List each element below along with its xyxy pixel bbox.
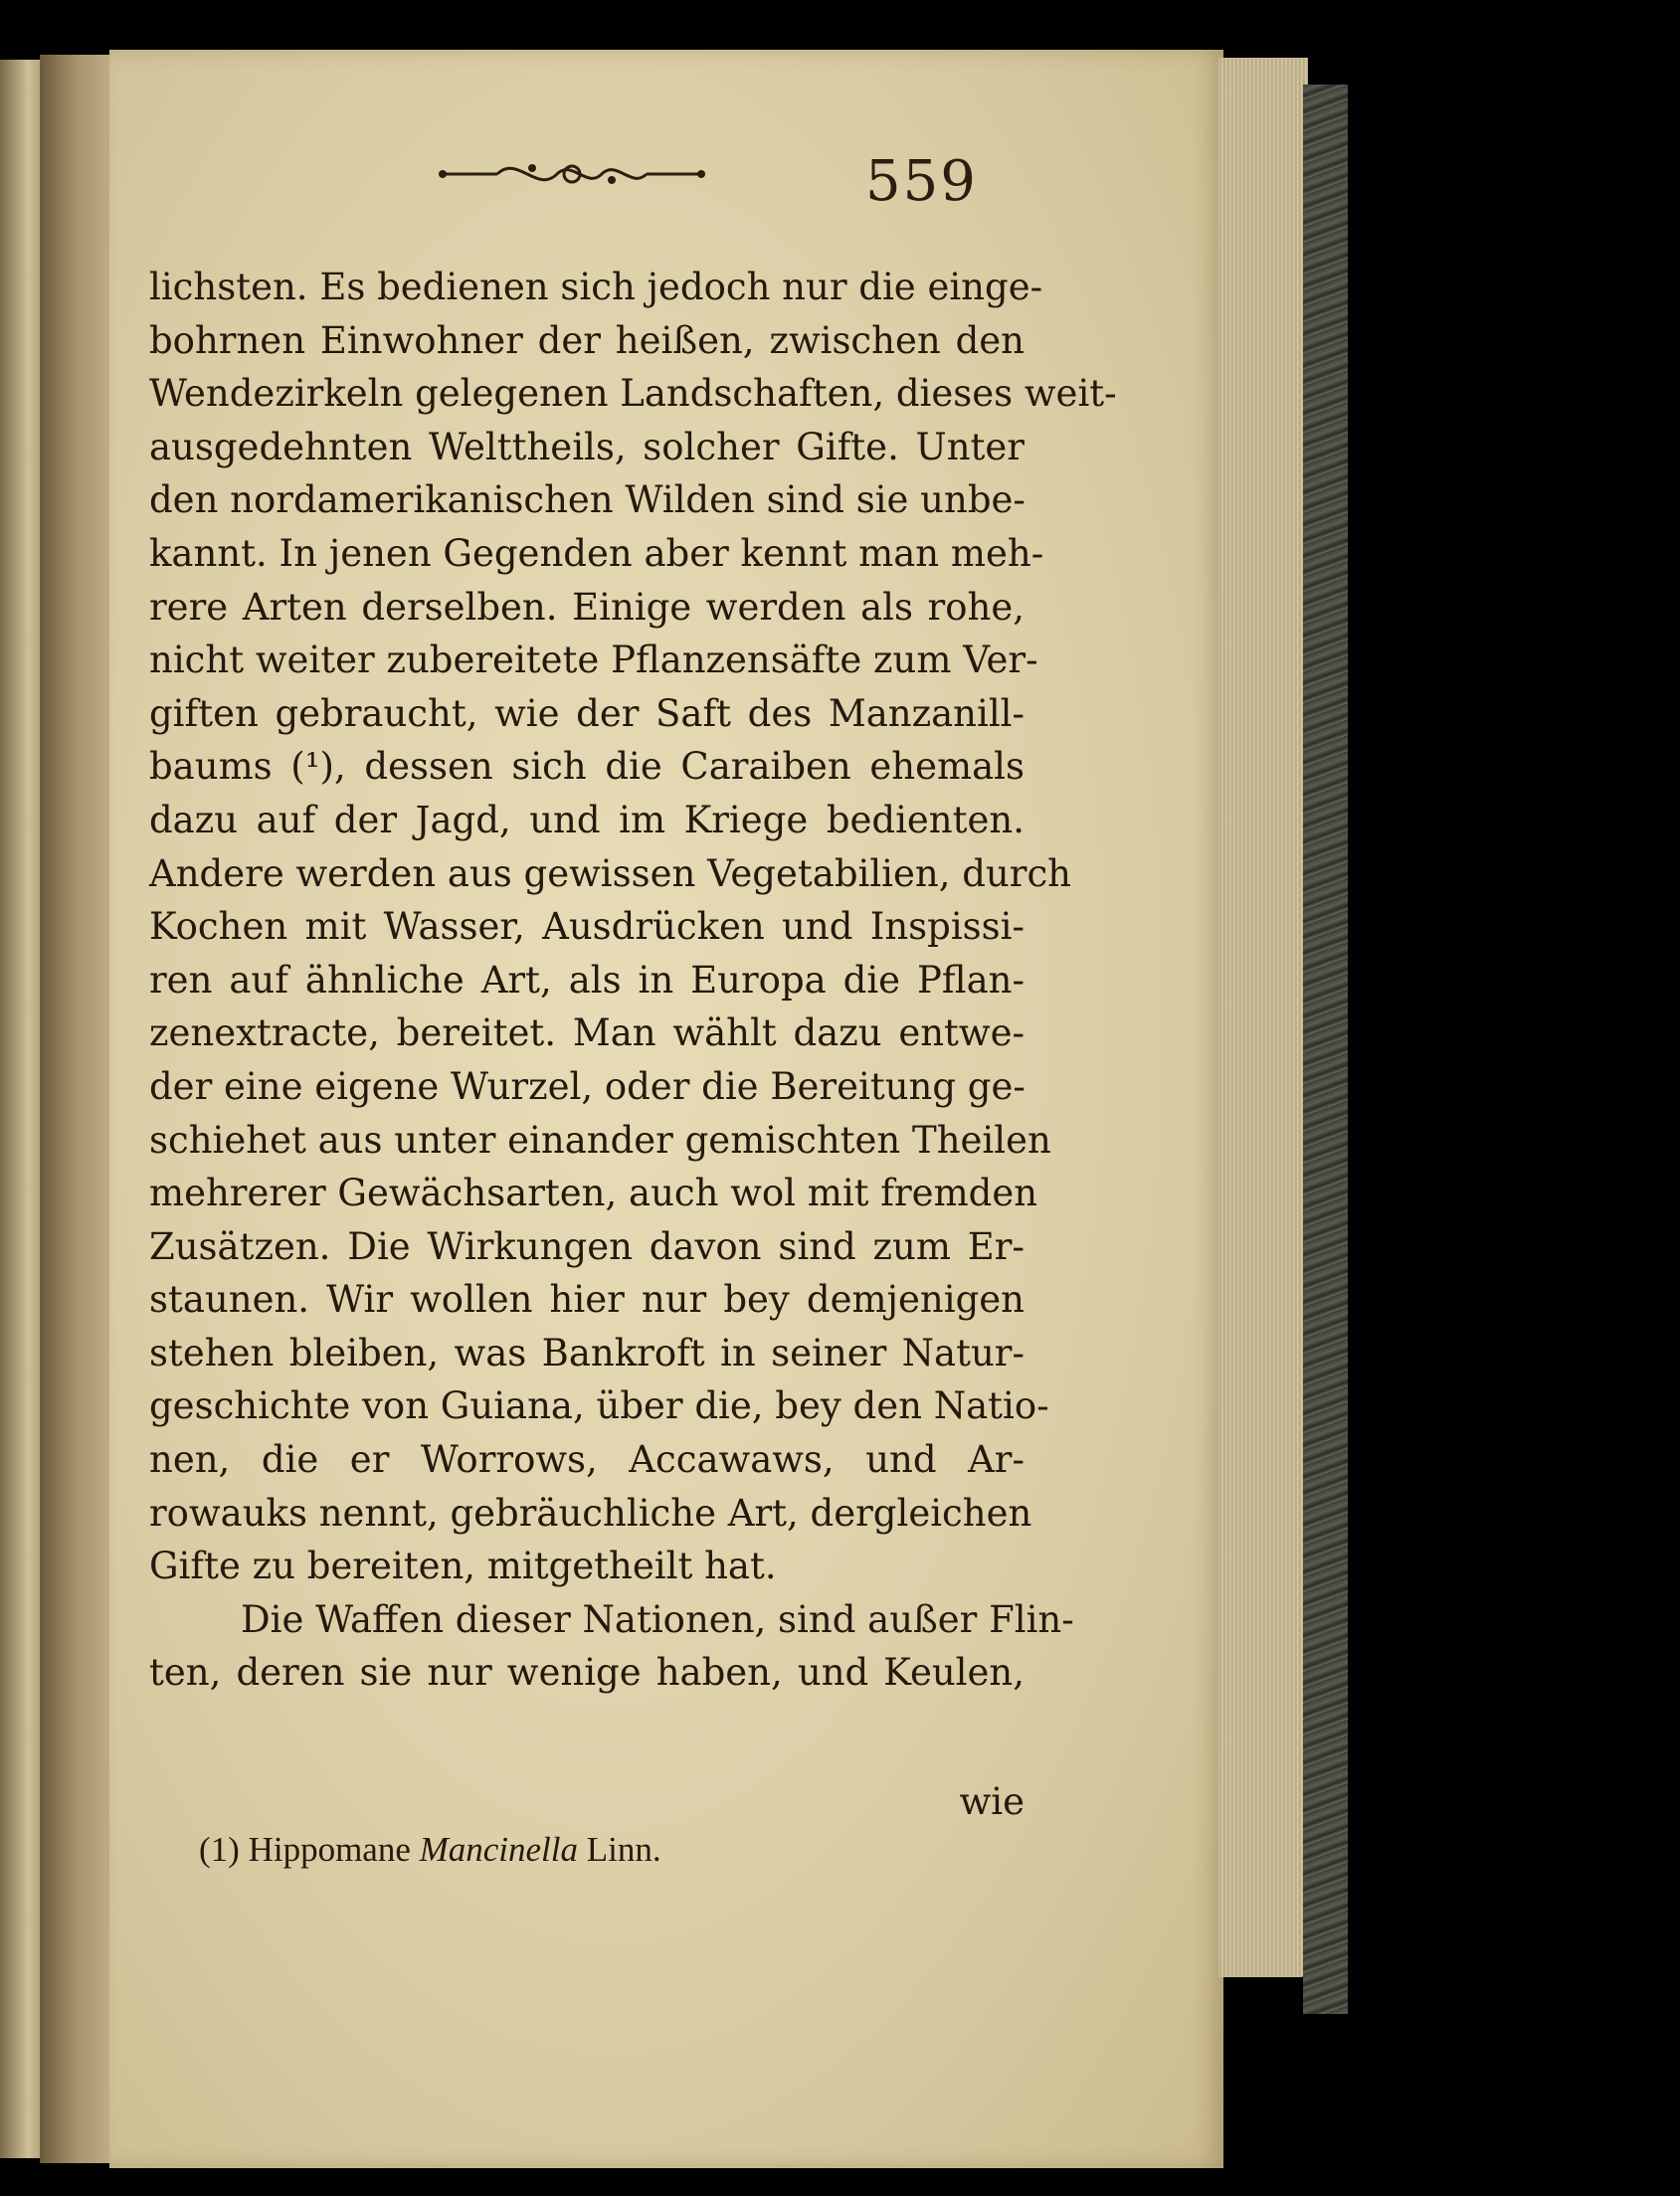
- text-line: Wendezirkeln gelegenen Landschaften, dieses weit-: [149, 372, 1117, 416]
- text-line: Zusätzen. Die Wirkungen davon sind zum Er-: [149, 1224, 1025, 1268]
- text-line: giften gebraucht, wie der Saft des Manzanill-: [149, 691, 1025, 735]
- text-line: ren auf ähnliche Art, als in Europa die Pflan-: [149, 958, 1025, 1002]
- footnote-species: Mancinella: [419, 1830, 579, 1869]
- text-line: dazu auf der Jagd, und im Kriege bedienten.: [149, 798, 1025, 841]
- text-line: nen, die er Worrows, Accawaws, und Ar-: [149, 1438, 1025, 1482]
- previous-page-edge: [0, 60, 40, 2158]
- page-number: 559: [865, 149, 978, 214]
- page-edges-stack: [1218, 58, 1308, 1977]
- text-line: Die Waffen dieser Nationen, sind außer Flin-: [241, 1597, 1074, 1641]
- text-line: lichsten. Es bedienen sich jedoch nur die einge-: [149, 266, 1043, 308]
- decorative-vignette-icon: [438, 154, 706, 194]
- footnote-text: Hippomane: [248, 1830, 411, 1869]
- text-line: bohrnen Einwohner der heißen, zwischen den: [149, 318, 1025, 362]
- text-line: zenextracte, bereitet. Man wählt dazu entwe-: [149, 1011, 1025, 1055]
- text-line: rowauks nennt, gebräuchliche Art, dergleichen: [149, 1491, 1032, 1535]
- marbled-cover: [1303, 85, 1348, 2014]
- text-line: Gifte zu bereiten, mitgetheilt hat.: [149, 1545, 777, 1588]
- footnote: [199, 1830, 661, 1870]
- body-text: [149, 261, 1117, 1700]
- text-line: schiehet aus unter einander gemischten Theilen: [149, 1118, 1051, 1162]
- text-line: der eine eigene Wurzel, oder die Bereitung ge-: [149, 1064, 1026, 1108]
- text-line: ten, deren sie nur wenige haben, und Keulen,: [149, 1651, 1025, 1695]
- text-line: mehrerer Gewächsarten, auch wol mit fremden: [149, 1172, 1038, 1215]
- text-line: staunen. Wir wollen hier nur bey demjenigen: [149, 1278, 1025, 1322]
- text-line: nicht weiter zubereitete Pflanzensäfte zum Ver-: [149, 639, 1038, 682]
- text-line: baums (¹), dessen sich die Caraiben ehemals: [149, 745, 1025, 789]
- text-line: geschichte von Guiana, über die, bey den Natio-: [149, 1384, 1049, 1428]
- catchword: wie: [959, 1780, 1025, 1823]
- text-line: rere Arten derselben. Einige werden als rohe,: [149, 585, 1025, 629]
- text-line: Andere werden aus gewissen Vegetabilien, durch: [149, 851, 1072, 895]
- footnote-authority: Linn.: [586, 1830, 661, 1869]
- text-line: Kochen mit Wasser, Ausdrücken und Inspissi-: [149, 905, 1025, 949]
- text-line: kannt. In jenen Gegenden aber kennt man meh-: [149, 531, 1044, 575]
- text-line: den nordamerikanischen Wilden sind sie unbe-: [149, 478, 1026, 522]
- footnote-marker: (1): [199, 1830, 240, 1869]
- text-line: stehen bleiben, was Bankroft in seiner Natur-: [149, 1331, 1025, 1374]
- text-line: ausgedehnten Welttheils, solcher Gifte. Unter: [149, 425, 1025, 468]
